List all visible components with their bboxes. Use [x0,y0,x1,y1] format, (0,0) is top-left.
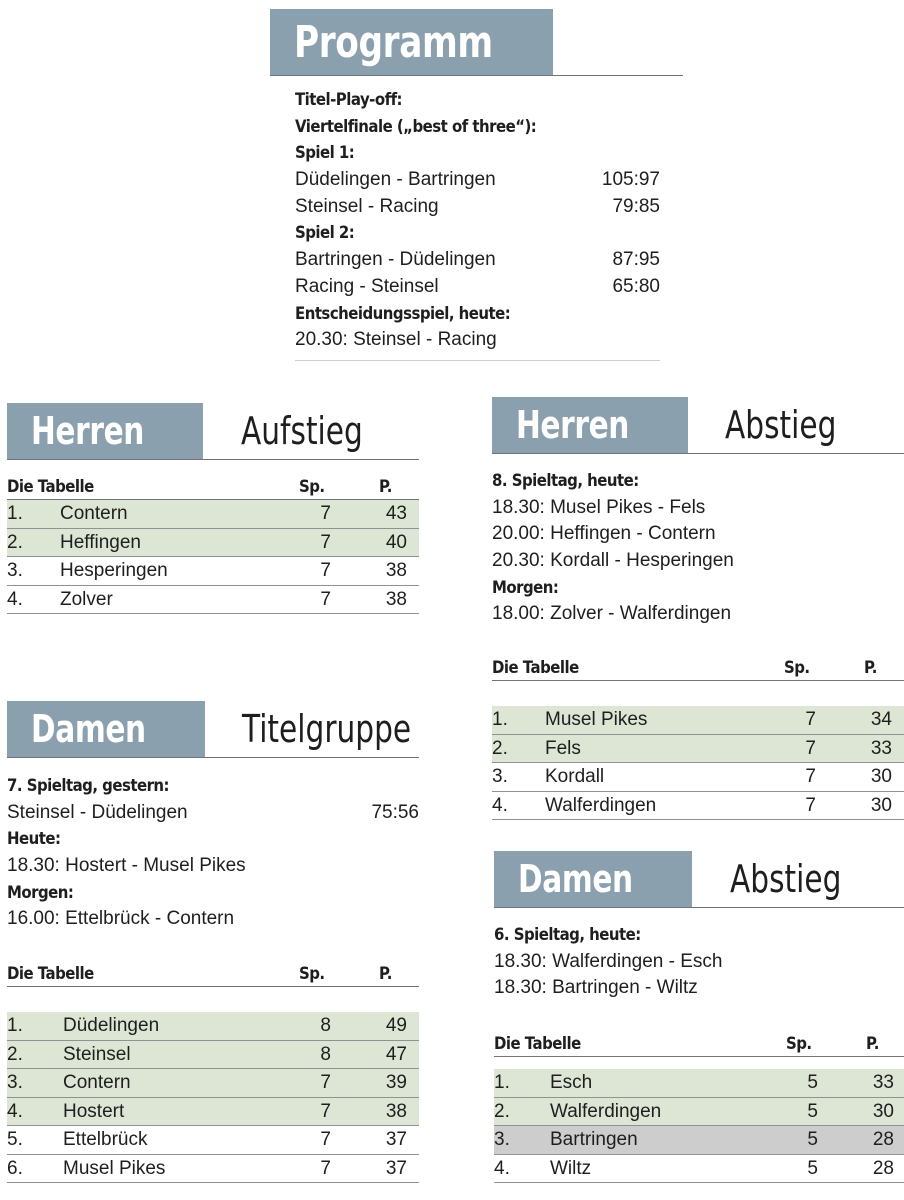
programm-lines [295,87,660,354]
team-cell: Fels [545,737,581,759]
table-row [494,1155,904,1184]
rank-cell: 2. [7,531,23,553]
damen-titel-table [7,960,419,1183]
section-label [295,87,660,114]
section-label [7,826,419,853]
rank-cell: 3. [7,560,23,581]
team-cell: Heffingen [60,531,141,553]
team-cell: Bartringen [550,1129,638,1150]
section-label [494,922,904,949]
sp-cell: 7 [320,1072,331,1093]
schedule-line [295,274,660,301]
table-row [7,500,419,529]
herren-aufstieg-header [7,403,419,460]
team-cell: Contern [60,503,128,524]
sp-cell: 7 [320,1100,331,1122]
table-header [7,960,419,987]
table-row [7,529,419,558]
section-label-text: 8. Spieltag, heute: [492,471,639,491]
sp-cell: 5 [807,1100,818,1122]
section-label-text: Entscheidungsspiel, heute: [295,303,511,324]
rank-cell: 1. [492,709,508,730]
section-label-text: Morgen: [7,882,74,903]
sp-cell: 8 [320,1043,331,1065]
damen-abstieg-header [494,851,904,908]
points-cell: 33 [872,1072,894,1093]
section-label [295,220,660,247]
sp-cell: 5 [807,1072,818,1093]
col-p-header: P. [379,964,392,984]
points-cell: 37 [385,1129,407,1150]
damen-titel-header-title: Titelgruppe [242,707,412,751]
match-text: Racing - Steinsel [295,275,439,297]
sp-cell: 8 [320,1015,331,1036]
table-header [494,1030,904,1057]
points-cell: 30 [872,1100,894,1122]
table-row [492,735,904,764]
schedule-line [492,548,904,575]
team-cell: Düdelingen [63,1015,160,1036]
match-result: 87:95 [612,249,660,271]
points-cell: 28 [872,1157,894,1179]
match-text: 20.30: Steinsel - Racing [295,329,497,351]
section-label-text: Morgen: [492,577,559,598]
points-cell: 30 [870,766,892,787]
rank-cell: 5. [7,1129,23,1150]
match-text: Düdelingen - Bartringen [295,169,496,191]
points-cell: 37 [385,1157,407,1179]
herren-abstieg-header [492,397,904,454]
match-text: 18.00: Zolver - Walferdingen [492,603,732,625]
damen-titel-header [7,701,419,758]
schedule-line [492,601,904,628]
section-label [295,301,660,328]
team-cell: Hostert [63,1100,125,1122]
table-row [494,1098,904,1127]
schedule-line [7,853,419,880]
sp-cell: 7 [320,503,331,524]
table-row [7,586,419,615]
schedule-line [295,194,660,221]
team-cell: Ettelbrück [63,1129,148,1150]
section-label-text: 6. Spieltag, heute: [494,925,641,945]
schedule-line [7,906,419,933]
points-cell: 38 [385,1100,407,1122]
sp-cell: 7 [320,531,331,553]
table-title: Die Tabelle [7,964,94,984]
team-cell: Musel Pikes [545,709,648,730]
schedule-line [295,327,660,354]
table-body [494,1069,904,1183]
team-cell: Zolver [60,588,113,610]
section-label-text: 7. Spieltag, gestern: [7,776,170,796]
match-result: 75:56 [371,801,419,823]
rank-cell: 2. [7,1043,23,1065]
match-text: Steinsel - Racing [295,195,439,217]
table-row [494,1069,904,1098]
col-sp-header: Sp. [786,1034,812,1054]
points-cell: 39 [385,1072,407,1093]
herren-abstieg-lines [492,468,904,628]
rank-cell: 4. [494,1157,510,1179]
section-label [7,880,419,907]
table-row [492,706,904,735]
match-text: 18.30: Bartringen - Wiltz [494,977,698,999]
damen-abstieg-header-title: Abstieg [730,857,842,901]
match-text: 16.00: Ettelbrück - Contern [7,908,235,930]
team-cell: Musel Pikes [63,1157,166,1179]
section-label [295,140,660,167]
damen-titel-header-box: Damen [7,701,205,757]
rank-cell: 3. [7,1072,23,1093]
table-row [7,1098,419,1127]
match-text: 18.30: Walferdingen - Esch [494,950,723,972]
points-cell: 38 [385,588,407,610]
section-label-text: Titel-Play-off: [295,90,403,110]
table-row [7,557,419,586]
team-cell: Contern [63,1072,131,1093]
table-row [494,1126,904,1155]
table-row [7,1041,419,1070]
sp-cell: 7 [320,1129,331,1150]
points-cell: 38 [385,560,407,581]
points-cell: 33 [870,737,892,759]
damen-abstieg-table [494,1030,904,1183]
points-cell: 47 [385,1043,407,1065]
sp-cell: 7 [320,1157,331,1179]
rank-cell: 4. [492,794,508,816]
team-cell: Hesperingen [60,560,168,581]
rank-cell: 3. [492,766,508,787]
rank-cell: 2. [492,737,508,759]
programm-header-box: Programm [270,9,553,75]
section-label-text: Viertelfinale („best of three“): [295,116,537,137]
table-header [492,654,904,681]
points-cell: 49 [385,1015,407,1036]
section-label-text: Spiel 2: [295,223,355,244]
col-p-header: P. [866,1034,879,1054]
rank-cell: 1. [7,1015,23,1036]
schedule-line [494,975,904,1002]
sp-cell: 7 [805,794,816,816]
col-sp-header: Sp. [784,658,810,678]
rank-cell: 4. [7,588,23,610]
sp-cell: 7 [805,709,816,730]
sp-cell: 7 [320,588,331,610]
schedule-line [7,800,419,827]
section-label [492,575,904,602]
programm-divider [295,360,660,361]
col-sp-header: Sp. [299,964,325,984]
sp-cell: 7 [805,766,816,787]
rank-cell: 6. [7,1157,23,1179]
points-cell: 43 [385,503,407,524]
schedule-line [295,247,660,274]
schedule-line [492,521,904,548]
table-body [7,1012,419,1183]
table-row [7,1155,419,1184]
programm-header [270,9,683,76]
match-text: 20.30: Kordall - Hesperingen [492,550,734,572]
col-p-header: P. [864,658,877,678]
match-text: 20.00: Heffingen - Contern [492,523,716,545]
col-p-header: P. [379,477,392,497]
team-cell: Esch [550,1072,593,1093]
match-result: 65:80 [612,275,660,297]
table-row [7,1012,419,1041]
table-title: Die Tabelle [7,477,94,497]
match-text: 18.30: Hostert - Musel Pikes [7,855,246,877]
schedule-line [295,167,660,194]
team-cell: Kordall [545,766,605,787]
points-cell: 28 [872,1129,894,1150]
match-text: Steinsel - Düdelingen [7,801,188,823]
sp-cell: 7 [805,737,816,759]
sp-cell: 5 [807,1129,818,1150]
team-cell: Wiltz [550,1157,592,1179]
section-label-text: Spiel 1: [295,143,355,164]
table-row [7,1069,419,1098]
table-row [492,792,904,821]
rank-cell: 1. [7,503,23,524]
table-body [7,500,419,614]
table-body [492,706,904,820]
rank-cell: 1. [494,1072,510,1093]
herren-aufstieg-header-title: Aufstieg [241,409,363,453]
col-sp-header: Sp. [299,477,325,497]
section-label-text: Heute: [7,829,61,850]
match-result: 79:85 [612,195,660,217]
sp-cell: 5 [807,1157,818,1179]
sp-cell: 7 [320,560,331,581]
herren-abstieg-table [492,654,904,820]
points-cell: 30 [870,794,892,816]
section-label [7,773,419,800]
points-cell: 40 [385,531,407,553]
table-title: Die Tabelle [494,1034,581,1054]
damen-abstieg-header-box: Damen [494,851,692,907]
herren-abstieg-header-title: Abstieg [725,403,837,447]
table-header [7,473,419,500]
match-text: Bartringen - Düdelingen [295,249,496,271]
table-row [492,763,904,792]
table-title: Die Tabelle [492,658,579,678]
schedule-line [494,949,904,976]
rank-cell: 3. [494,1129,510,1150]
damen-abstieg-lines [494,922,904,1002]
damen-titel-lines [7,773,419,933]
match-result: 105:97 [601,169,660,191]
section-label [295,114,660,141]
match-text: 18.30: Musel Pikes - Fels [492,496,706,518]
rank-cell: 4. [7,1100,23,1122]
team-cell: Walferdingen [550,1100,662,1122]
herren-abstieg-header-box: Herren [492,397,688,453]
points-cell: 34 [870,709,892,730]
team-cell: Walferdingen [545,794,657,816]
herren-aufstieg-table [7,473,419,614]
schedule-line [492,495,904,522]
herren-aufstieg-header-box: Herren [7,403,203,459]
rank-cell: 2. [494,1100,510,1122]
table-row [7,1126,419,1155]
section-label [492,468,904,495]
team-cell: Steinsel [63,1043,131,1065]
